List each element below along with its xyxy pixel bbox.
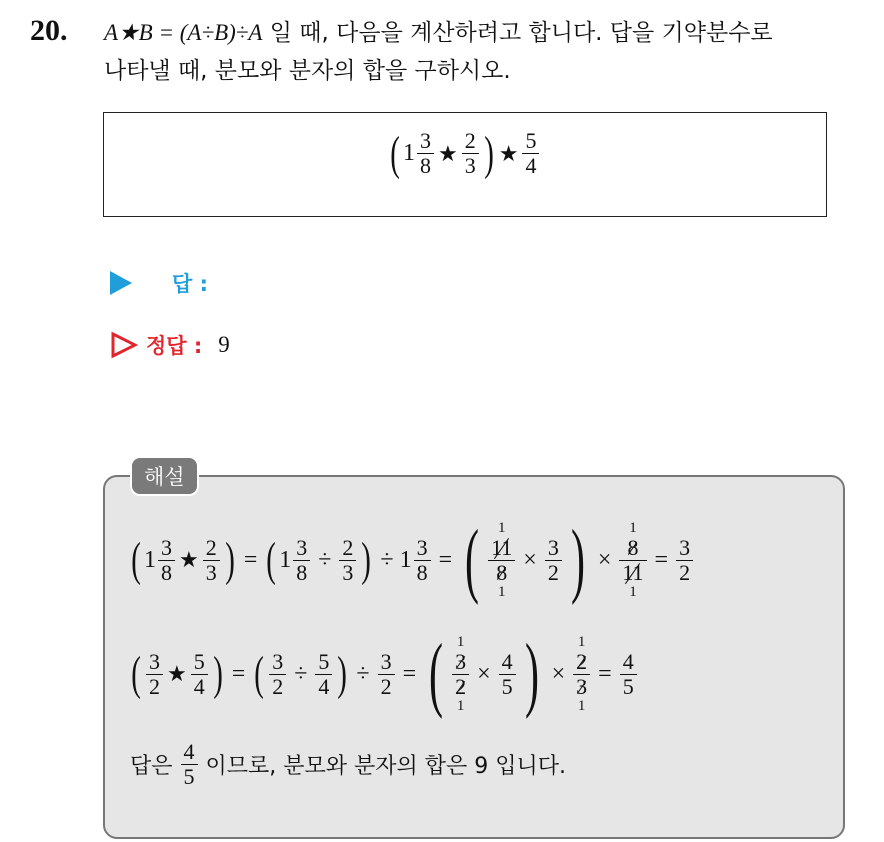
play-triangle-icon [110, 271, 132, 295]
solution-tag: 해설 [130, 456, 199, 496]
correct-value: 9 [218, 332, 230, 357]
star-icon: ★ [498, 140, 519, 166]
outline-triangle-icon [110, 331, 138, 359]
problem-text-2: 나타낼 때, 분모와 분자의 합을 구하시오. [104, 58, 511, 84]
problem-number: 20. [30, 14, 68, 47]
problem-statement [104, 14, 874, 90]
problem-text-1: 일 때, 다음을 계산하려고 합니다. 답을 기약분수로 [262, 20, 773, 46]
answer-label: 답 : [172, 272, 208, 296]
answer-row [110, 268, 208, 298]
definition-rest: ★B = (A÷B)÷A [118, 20, 263, 45]
solution-line-2: ( $\frac{3}{2}$ ★ $\frac{5}{4}$ ) = ( $\frac{3}{2}$ ÷ $\frac{5}{4}$ ) ÷ $\frac{3}{2}$ = ( 1 $\frac{3}{2}$ 1 × $\frac{4}{5}$ ) × 1 $\frac{2}{3}$ 1 = $\frac{4}{5}$ [128, 632, 639, 716]
star-icon: ★ [437, 140, 458, 166]
solution-line-1: ( 1 $\frac{3}{8}$ ★ $\frac{2}{3}$ ) = ( 1 $\frac{3}{8}$ ÷ $\frac{2}{3}$ ) ÷ 1 $\frac{3}{8}$ = ( 1 $\frac{11}{8}$ 1 × $\frac{3}{2}$ ) × 1 $\frac{8}{11}$ 1 = $\frac{3}{2}$ [128, 518, 695, 602]
correct-answer-row [110, 330, 230, 360]
solution-conclusion: 답은 $\frac{4}{5}$ 이므로, 분모와 분자의 합은 9 입니다. [130, 739, 566, 789]
expression-box [103, 112, 827, 217]
expression: ( 1 $\frac{3}{8}$ ★ $\frac{2}{3}$ ) ★ $\frac{5}{4}$ [387, 129, 541, 178]
definition-a: A [104, 20, 119, 45]
correct-label: 정답 : [146, 334, 203, 358]
